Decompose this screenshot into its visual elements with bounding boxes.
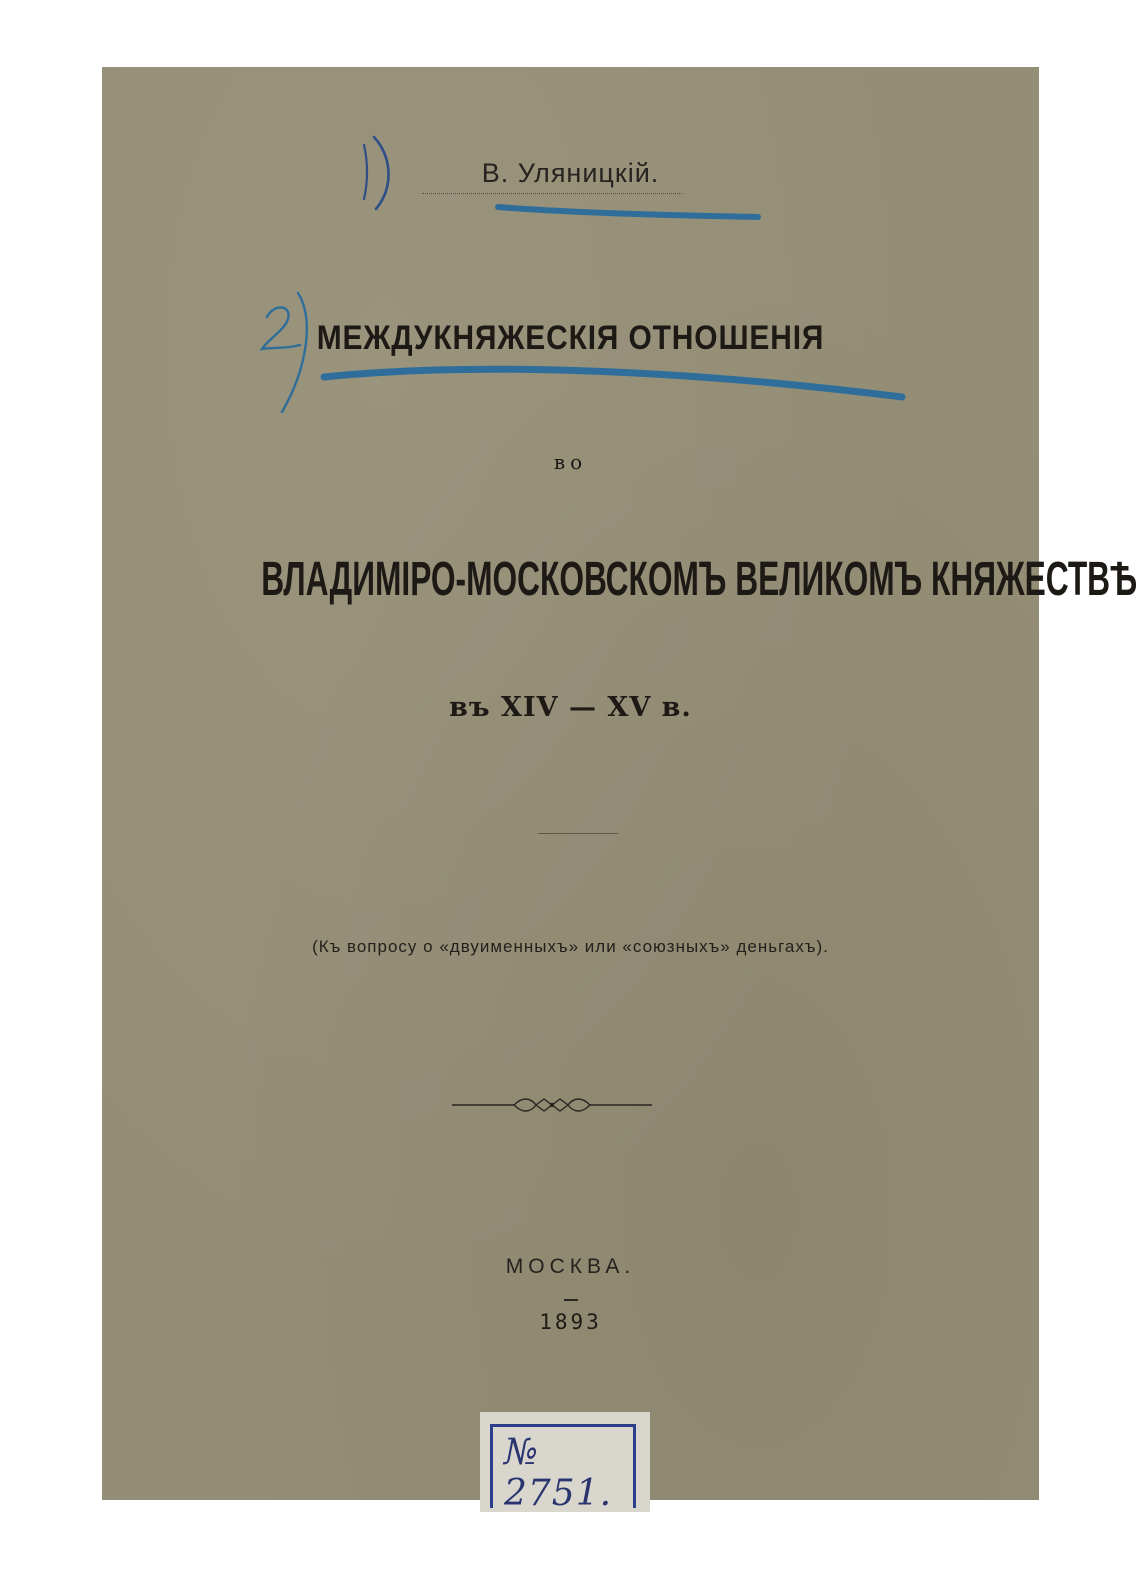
ornament-divider (452, 1093, 652, 1117)
book-title: МЕЖДУКНЯЖЕСКІЯ ОТНОШЕНІЯ (316, 319, 825, 357)
divider-rule (538, 833, 618, 834)
library-stamp (480, 1412, 650, 1512)
title-page (102, 67, 1138, 1514)
publication-year: 1893 (539, 1310, 602, 1334)
author-underline-pencil (498, 207, 758, 217)
publication-city: МОСКВА. (505, 1255, 636, 1278)
author-underline-dotted (422, 193, 682, 194)
author-name: В. Уляницкій. (481, 158, 660, 188)
stamp-number: № 2751. (504, 1432, 613, 1514)
subtitle: (Къ вопросу о «двуименныхъ» или «союзныхъ» деньгахъ). (312, 937, 829, 956)
preposition-text: во (553, 450, 588, 474)
title-underline-pencil (324, 369, 902, 397)
city-year-dash (564, 1299, 578, 1301)
main-title: ВЛАДИМІРО-МОСКОВСКОМЪ ВЕЛИКОМЪ КНЯЖЕСТВѢ (261, 553, 1138, 606)
handwritten-annotations (102, 67, 1138, 1500)
century-line: въ XIV — XV в. (449, 692, 692, 723)
